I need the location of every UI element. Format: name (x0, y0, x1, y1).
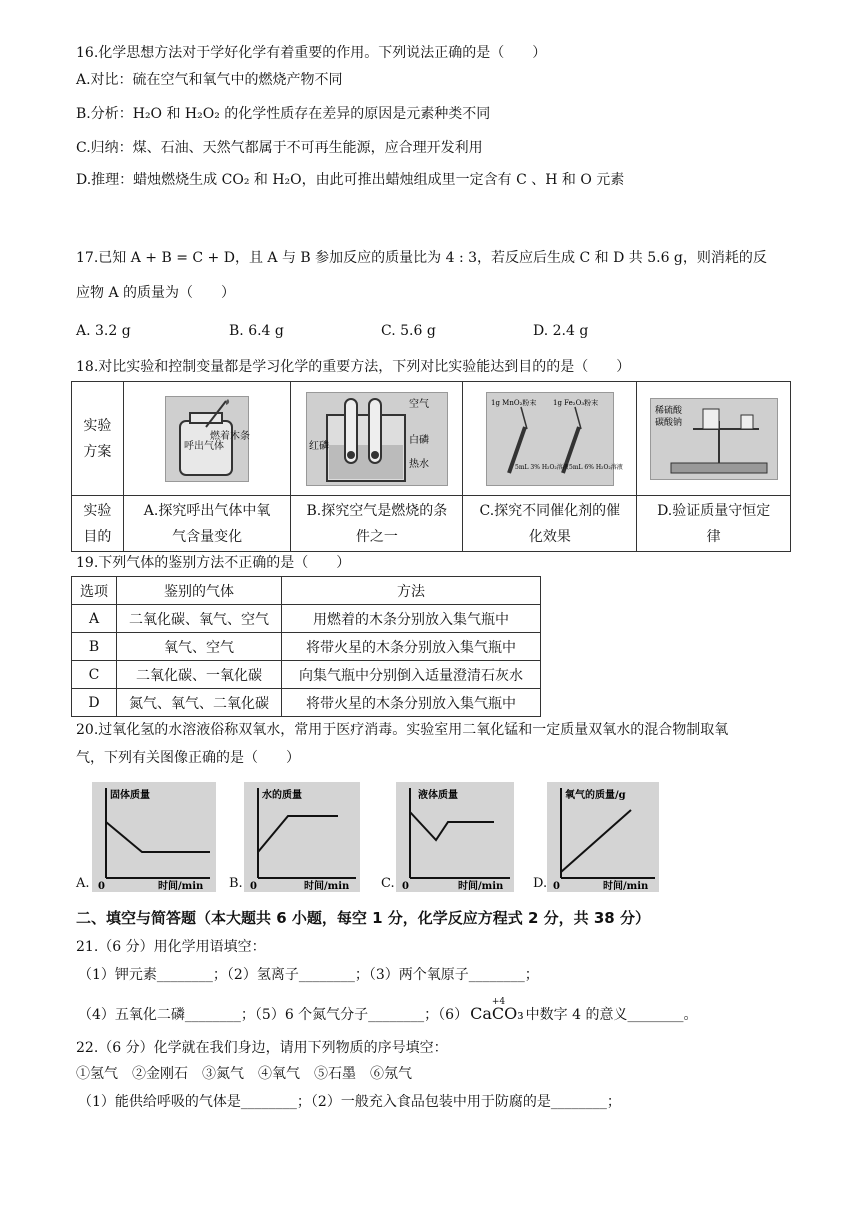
q18-stem: 18.对比实验和控制变量都是学习化学的重要方法，下列对比实验能达到目的的是（ ） (76, 359, 631, 375)
table-row: A 二氧化碳、氧气、空气 用燃着的木条分别放入集气瓶中 (72, 605, 541, 633)
table-row: C 二氧化碳、一氧化碳 向集气瓶中分别倒入适量澄清石灰水 (72, 661, 541, 689)
q22-items: ①氢气 ②金刚石 ③氮气 ④氧气 ⑤石墨 ⑥氖气 (76, 1066, 412, 1082)
q16-option-d: D.推理：蜡烛燃烧生成 CO₂ 和 H₂O，由此可推出蜡烛组成里一定含有 C 、H 和 O 元素 (76, 172, 625, 188)
svg-text:液体质量: 液体质量 (418, 790, 458, 801)
svg-text:时间/min: 时间/min (603, 881, 649, 892)
svg-text:1g MnO₂粉末: 1g MnO₂粉末 (490, 398, 537, 407)
q16-stem: 16.化学思想方法对于学好化学有着重要的作用。下列说法正确的是（ ） (76, 45, 547, 61)
q20-option-c-letter: C. (381, 876, 395, 891)
q22-line-1: （1）能供给呼吸的气体是________；（2）一般充入食品包装中用于防腐的是________； (78, 1094, 621, 1110)
q17-option-d: D. 2.4 g (533, 323, 589, 339)
q18-purpose-b: B.探究空气是燃烧的条件之一 (291, 496, 463, 552)
q21-line-2: （4）五氧化二磷________；（5）6 个氮气分子________；（6） Ca +4 CO₃ 中数字 4 的意义________。 (78, 1004, 697, 1025)
svg-text:固体质量: 固体质量 (110, 790, 150, 801)
q20-option-a-letter: A. (76, 876, 90, 891)
q21-line-1: （1）钾元素________；（2）氢离子________；（3）两个氧原子________； (78, 967, 539, 983)
q21-stem: 21.（6 分）用化学用语填空： (76, 939, 266, 955)
q18-purpose-d: D.验证质量守恒定律 (637, 496, 791, 552)
q17-option-a: A. 3.2 g (76, 323, 131, 339)
q20-graph-d-line (561, 810, 631, 872)
q18-table (71, 381, 791, 552)
svg-text:时间/min: 时间/min (458, 881, 504, 892)
q20-graph-b (244, 782, 360, 892)
q20-stem-1: 20.过氧化氢的水溶液俗称双氧水，常用于医疗消毒。实验室用二氧化锰和一定质量双氧水的混合物制取氧 (76, 722, 729, 738)
q20-option-b-letter: B. (229, 876, 243, 891)
q18-row-label-purpose: 实验目的 (72, 496, 124, 552)
q17-stem-1: 17.已知 A + B = C + D，且 A 与 B 参加反应的质量比为 4 : 3，若反应后生成 C 和 D 共 5.6 g，则消耗的反 (76, 250, 767, 266)
svg-text:红磷: 红磷 (308, 440, 329, 452)
svg-text:时间/min: 时间/min (304, 881, 350, 892)
q18-image-a (123, 382, 291, 496)
q18-row-label-plan: 实验方案 (72, 382, 124, 496)
section-2-heading: 二、填空与简答题（本大题共 6 小题，每空 1 分，化学反应方程式 2 分，共 38 分） (76, 909, 650, 927)
q20-graph-d (547, 782, 659, 892)
svg-text:氧气的质量/g: 氧气的质量/g (565, 790, 626, 801)
svg-text:时间/min: 时间/min (158, 881, 204, 892)
q19-header-method: 方法 (282, 577, 541, 605)
svg-text:热水: 热水 (408, 458, 429, 470)
svg-text:0: 0 (250, 881, 257, 892)
q16-option-b: B.分析：H₂O 和 H₂O₂ 的化学性质存在差异的原因是元素种类不同 (76, 106, 491, 122)
q20-graph-c-line (410, 812, 494, 840)
q16-option-c: C.归纳：煤、石油、天然气都属于不可再生能源，应合理开发利用 (76, 140, 483, 156)
svg-text:空气: 空气 (408, 398, 429, 410)
svg-text:0: 0 (553, 881, 560, 892)
svg-text:稀硫酸: 稀硫酸 (654, 405, 682, 416)
q19-stem: 19.下列气体的鉴别方法不正确的是（ ） (76, 555, 351, 571)
q19-header-gas: 鉴别的气体 (117, 577, 282, 605)
q20-graph-b-line (258, 816, 338, 852)
svg-text:0: 0 (98, 881, 105, 892)
q19-table (71, 576, 541, 717)
q20-graph-c (396, 782, 514, 892)
q20-option-d-letter: D. (533, 876, 548, 891)
svg-text:1g Fe₂O₃粉末: 1g Fe₂O₃粉末 (552, 398, 598, 407)
svg-text:水的质量: 水的质量 (262, 790, 302, 801)
table-row: B 氧气、空气 将带火星的木条分别放入集气瓶中 (72, 633, 541, 661)
q18-purpose-a: A.探究呼出气体中氧气含量变化 (123, 496, 291, 552)
q16-option-a: A.对比：硫在空气和氧气中的燃烧产物不同 (76, 72, 343, 88)
q21-formula-ca: Ca (470, 1004, 492, 1023)
svg-text:5mL 6% H₂O₂溶液: 5mL 6% H₂O₂溶液 (568, 463, 623, 471)
svg-text:碳酸钠: 碳酸钠 (654, 417, 682, 428)
svg-text:呼出气体: 呼出气体 (184, 440, 225, 452)
q17-option-c: C. 5.6 g (381, 323, 436, 339)
q20-graph-a-line (106, 822, 210, 852)
q18-image-d (637, 382, 791, 496)
q17-option-b: B. 6.4 g (229, 323, 284, 339)
q20-stem-2: 气，下列有关图像正确的是（ ） (76, 750, 300, 766)
q18-image-b (291, 382, 463, 496)
q22-stem: 22.（6 分）化学就在我们身边，请用下列物质的序号填空： (76, 1040, 448, 1056)
q21-formula-c: C (491, 1004, 505, 1023)
svg-text:燃着木条: 燃着木条 (210, 430, 251, 442)
q18-purpose-c: C.探究不同催化剂的催化效果 (463, 496, 637, 552)
q21-formula-o3: O₃ (504, 1004, 524, 1023)
table-row: D 氮气、氧气、二氧化碳 将带火星的木条分别放入集气瓶中 (72, 689, 541, 717)
svg-text:5mL 3% H₂O₂溶液: 5mL 3% H₂O₂溶液 (514, 463, 569, 471)
q19-header-option: 选项 (72, 577, 117, 605)
q18-image-c (463, 382, 637, 496)
svg-text:0: 0 (402, 881, 409, 892)
q21-charge: +4 (491, 997, 506, 1007)
q17-stem-2: 应物 A 的质量为（ ） (76, 285, 236, 301)
q20-graph-a (92, 782, 216, 892)
svg-text:白磷: 白磷 (408, 434, 429, 446)
